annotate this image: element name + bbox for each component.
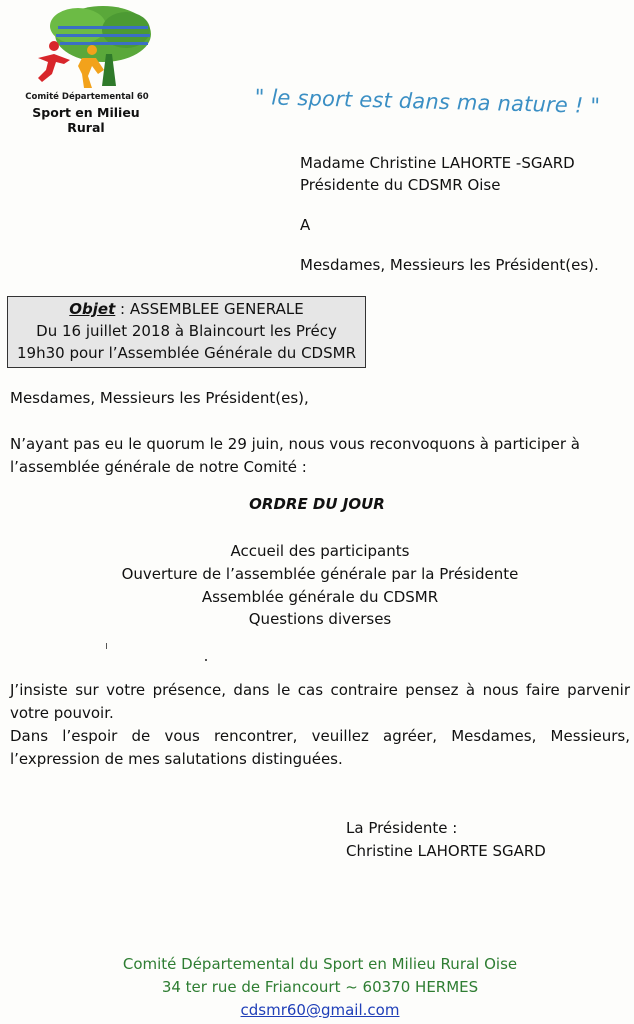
footer-email-link[interactable]: cdsmr60@gmail.com <box>240 1001 400 1019</box>
salutation: Mesdames, Messieurs les Président(es), <box>10 389 309 407</box>
paragraph-closing <box>10 679 630 771</box>
scan-speck <box>205 659 207 661</box>
object-line-3: 19h30 pour l’Assemblée Générale du CDSMR <box>17 344 356 362</box>
sender-name: Madame Christine LAHORTE -SGARD <box>300 154 575 172</box>
paragraph-greetings: Dans l’espoir de vous rencontrer, veuillez agréer, Mesdames, Messieurs, l’expression de mes salutations distinguées. <box>10 727 630 768</box>
footer-address: 34 ter rue de Friancourt ~ 60370 HERMES <box>161 978 479 996</box>
object-line-1 <box>8 299 365 319</box>
logo-caption-committee: Comité Départemental 60 <box>25 92 149 102</box>
agenda-item: Accueil des participants <box>230 542 410 560</box>
logo-caption-sport: Sport en Milieu Rural <box>32 105 140 135</box>
object-line-2: Du 16 juillet 2018 à Blaincourt les Précy <box>36 322 337 340</box>
sender-to-word: A <box>300 216 311 234</box>
scan-speck <box>106 643 107 649</box>
paragraph-presence: J’insiste sur votre présence, dans le cas contraire pensez à nous faire parvenir votre pouvoir. <box>10 681 630 722</box>
agenda-item: Ouverture de l’assemblée générale par la Présidente <box>121 565 519 583</box>
signature-role: La Présidente : <box>346 819 458 837</box>
sender-title: Présidente du CDSMR Oise <box>300 176 501 194</box>
object-box <box>7 296 366 368</box>
agenda-item: Assemblée générale du CDSMR <box>201 588 439 606</box>
logo-tree-graphic <box>18 4 158 94</box>
object-label: Objet <box>69 300 116 318</box>
agenda-item: Questions diverses <box>248 610 392 628</box>
footer-organization: Comité Départemental du Sport en Milieu Rural Oise <box>122 955 518 973</box>
slogan: " le sport est dans ma nature ! " <box>254 85 601 119</box>
object-line-1-rest: : ASSEMBLEE GENERALE <box>115 300 304 318</box>
paragraph-intro: N’ayant pas eu le quorum le 29 juin, nous vous reconvoquons à participer à l’assemblée générale de notre Comité : <box>10 435 580 476</box>
recipients: Mesdames, Messieurs les Président(es). <box>300 256 599 274</box>
signature-name: Christine LAHORTE SGARD <box>346 842 546 860</box>
agenda-title: ORDRE DU JOUR <box>249 495 385 513</box>
